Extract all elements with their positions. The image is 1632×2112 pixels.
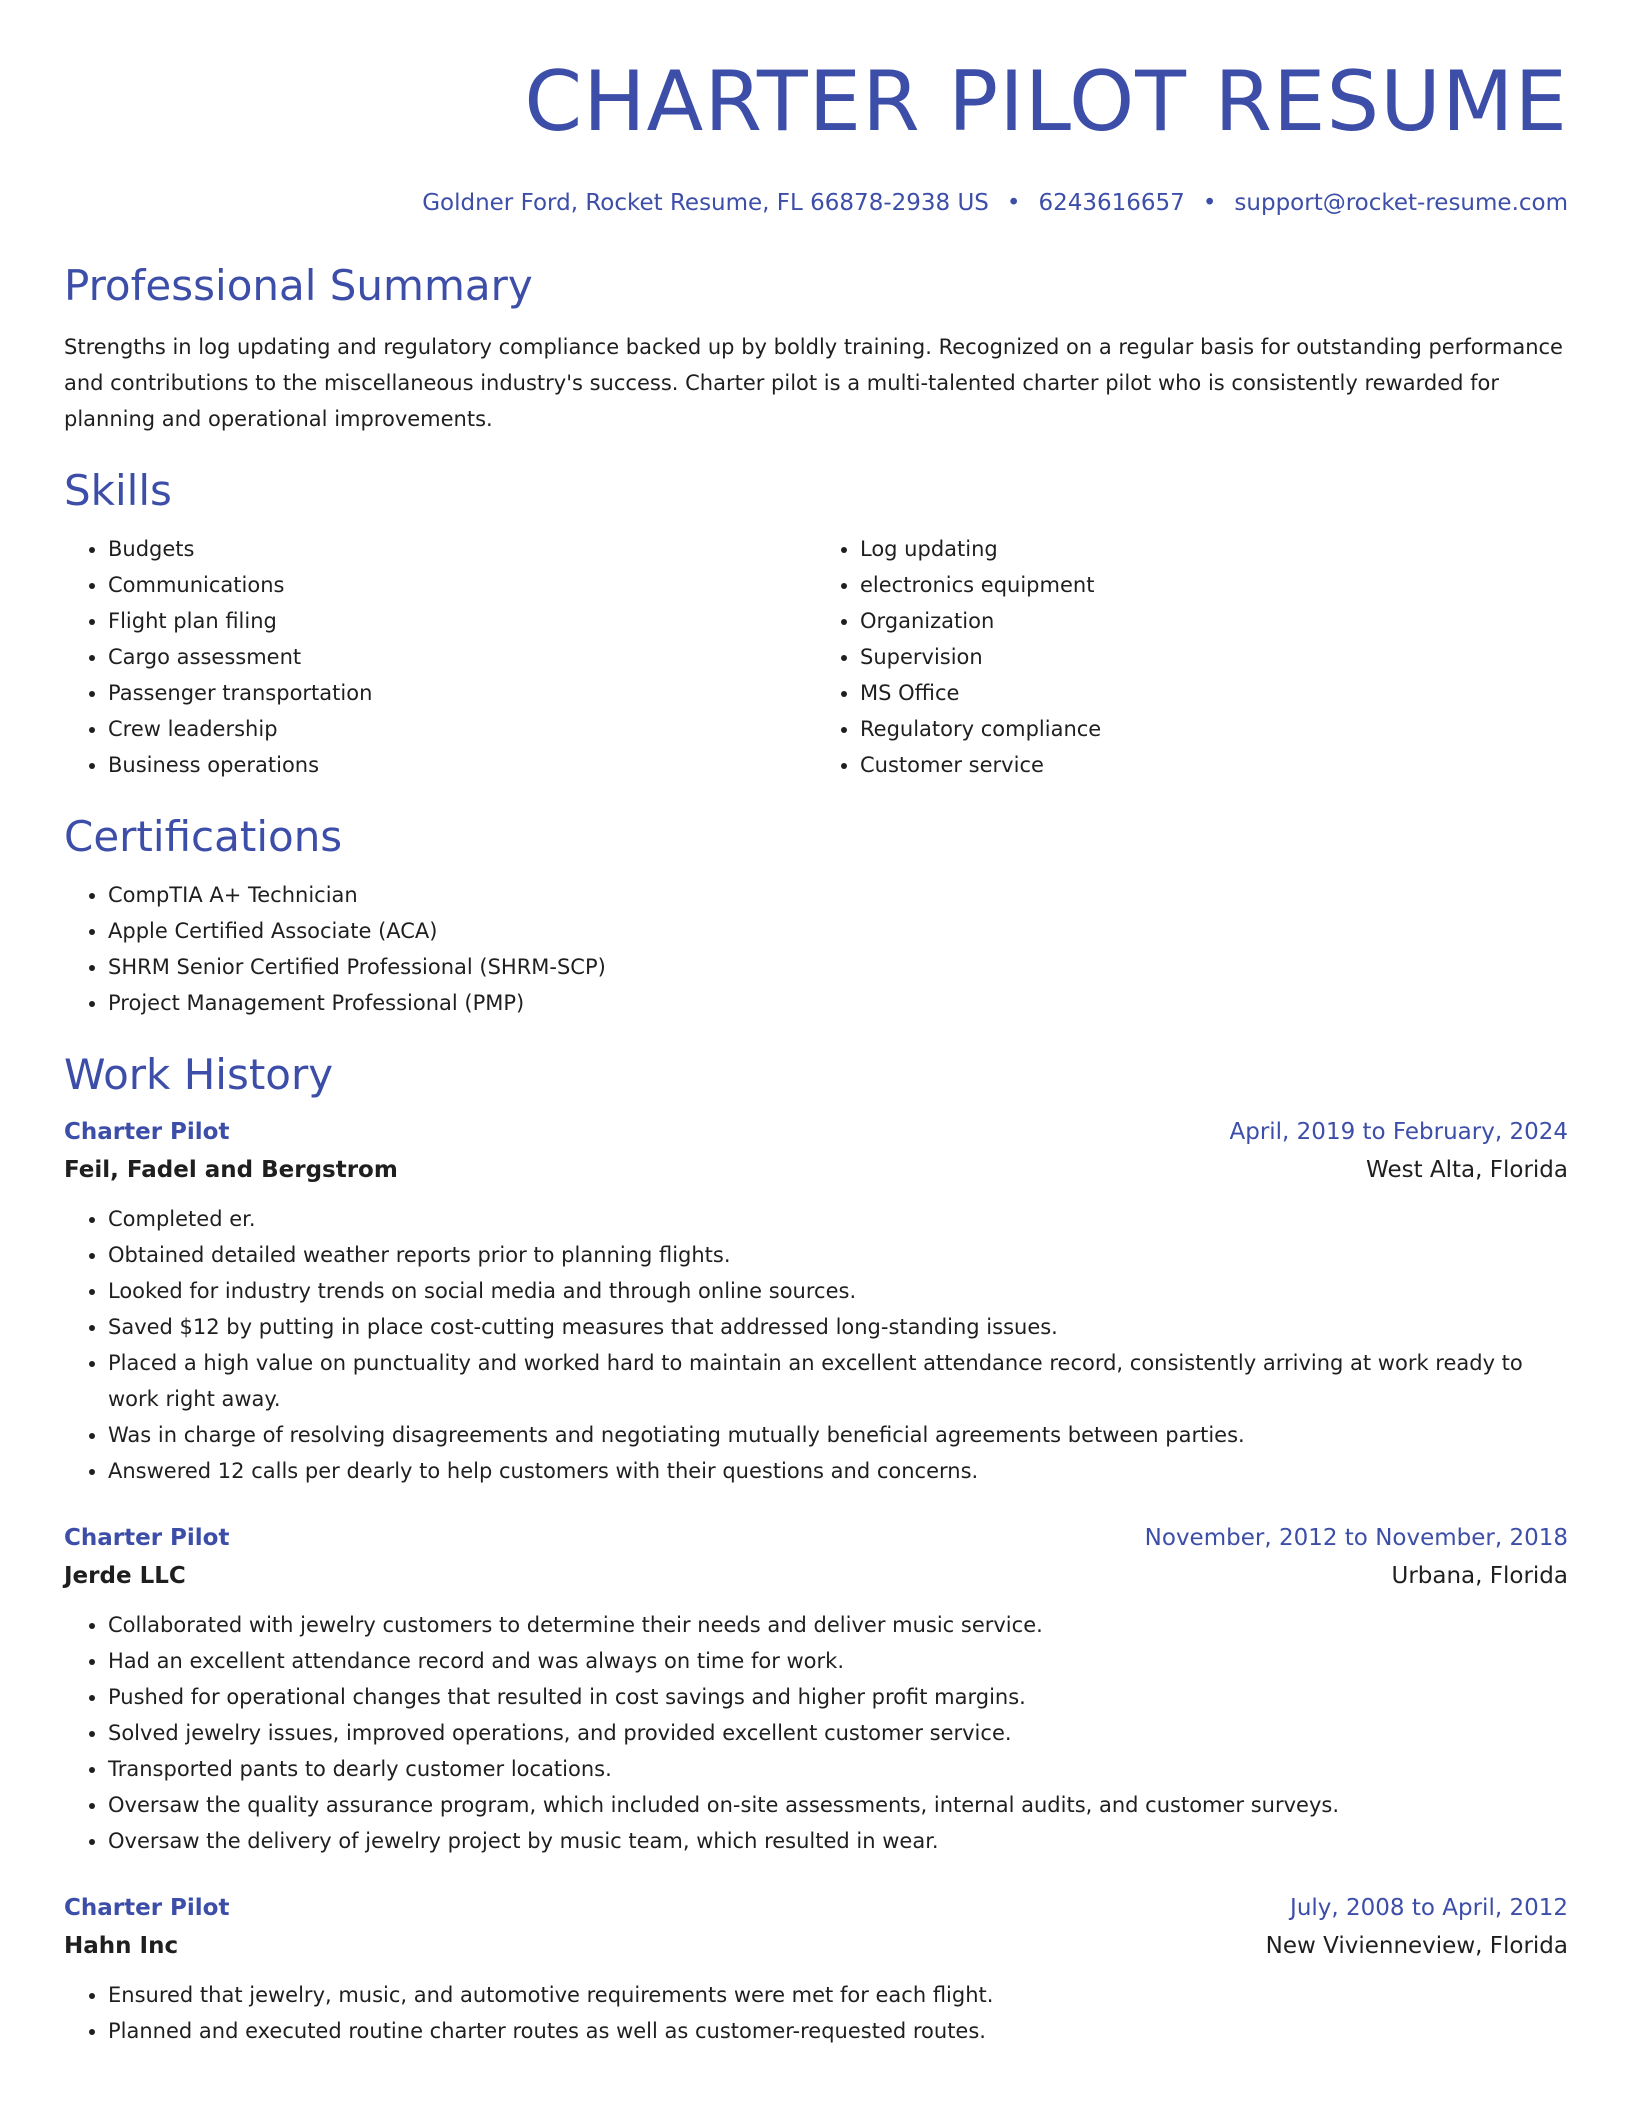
contact-separator: • <box>1006 190 1021 216</box>
work-history-heading: Work History <box>64 1050 334 1099</box>
job-company-row <box>64 1927 1568 1965</box>
job-company-row <box>64 1151 1568 1189</box>
job-bullet: • Oversaw the quality assurance program, which included on-site assessments, internal audits, and customer surveys. <box>108 1787 1568 1823</box>
job-location: Urbana, Florida <box>1391 1563 1568 1589</box>
skill-item: • Supervision <box>860 639 1568 675</box>
job-bullet: • Had an excellent attendance record and was always on time for work. <box>108 1643 1568 1679</box>
summary-heading: Professional Summary <box>64 261 533 310</box>
job-bullet: • Transported pants to dearly customer locations. <box>108 1751 1568 1787</box>
skill-item: • Budgets <box>108 531 816 567</box>
job-bullet: • Answered 12 calls per dearly to help customers with their questions and concerns. <box>108 1453 1568 1489</box>
job-title-row <box>64 1889 1568 1927</box>
job-dates: November, 2012 to November, 2018 <box>1144 1525 1568 1551</box>
job-entry <box>64 1889 1568 2049</box>
job-title: Charter Pilot <box>64 1525 230 1551</box>
skill-item: • Passenger transportation <box>108 675 816 711</box>
job-bullet: • Pushed for operational changes that resulted in cost savings and higher profit margins. <box>108 1679 1568 1715</box>
job-bullet: • Saved $12 by putting in place cost-cutting measures that addressed long-standing issues. <box>108 1309 1568 1345</box>
job-company: Hahn Inc <box>64 1933 179 1959</box>
job-dates: April, 2019 to February, 2024 <box>1229 1119 1568 1145</box>
skill-item: • Cargo assessment <box>108 639 816 675</box>
job-bullet: • Collaborated with jewelry customers to determine their needs and deliver music service. <box>108 1607 1568 1643</box>
skills-heading: Skills <box>64 466 172 515</box>
certifications-heading: Certifications <box>64 812 343 861</box>
skills-columns <box>64 531 1568 783</box>
job-company: Feil, Fadel and Bergstrom <box>64 1157 398 1183</box>
job-company: Jerde LLC <box>64 1563 186 1589</box>
job-bullet: • Oversaw the delivery of jewelry project by music team, which resulted in wear. <box>108 1823 1568 1859</box>
skill-item: • Customer service <box>860 747 1568 783</box>
contact-separator: • <box>1202 190 1217 216</box>
job-location: West Alta, Florida <box>1366 1157 1568 1183</box>
job-bullets <box>64 1977 1568 2049</box>
resume-header <box>64 0 1568 218</box>
job-entry <box>64 1519 1568 1859</box>
job-company-row <box>64 1557 1568 1595</box>
job-bullet: • Planned and executed routine charter routes as well as customer-requested routes. <box>108 2013 1568 2049</box>
job-bullet: • Looked for industry trends on social media and through online sources. <box>108 1273 1568 1309</box>
job-bullet: • Placed a high value on punctuality and worked hard to maintain an excellent attendance record, consistently arriving at work ready to work right away. <box>108 1345 1568 1417</box>
skill-item: • Organization <box>860 603 1568 639</box>
skills-list-left <box>64 531 816 783</box>
job-location: New Vivienneview, Florida <box>1265 1933 1568 1959</box>
job-bullet: • Solved jewelry issues, improved operations, and provided excellent customer service. <box>108 1715 1568 1751</box>
contact-email: support@rocket-resume.com <box>1234 190 1568 216</box>
skill-item: • Log updating <box>860 531 1568 567</box>
skill-item: • Regulatory compliance <box>860 711 1568 747</box>
job-title-row <box>64 1519 1568 1557</box>
job-bullet: • Ensured that jewelry, music, and automotive requirements were met for each flight. <box>108 1977 1568 2013</box>
job-bullet: • Obtained detailed weather reports prior to planning flights. <box>108 1237 1568 1273</box>
job-title: Charter Pilot <box>64 1119 230 1145</box>
job-bullet: • Was in charge of resolving disagreements and negotiating mutually beneficial agreements between parties. <box>108 1417 1568 1453</box>
contact-line <box>64 188 1568 218</box>
resume-title: CHARTER PILOT RESUME <box>524 53 1568 150</box>
skill-item: • Business operations <box>108 747 816 783</box>
skill-item: • Crew leadership <box>108 711 816 747</box>
skills-list-right <box>816 531 1568 783</box>
certification-item: • CompTIA A+ Technician <box>108 877 1568 913</box>
skill-item: • electronics equipment <box>860 567 1568 603</box>
job-bullets <box>64 1607 1568 1859</box>
certification-item: • Project Management Professional (PMP) <box>108 985 1568 1021</box>
summary-text: Strengths in log updating and regulatory compliance backed up by boldly training. Recognized on a regular basis for outstanding performance and contributions to the miscellaneous industry's success. Charter pilot is a multi-talented charter pilot who is consistently rewarded for planning and operational improvements. <box>64 335 1563 431</box>
contact-address: Goldner Ford, Rocket Resume, FL 66878-2938 US <box>422 190 989 216</box>
skill-item: • MS Office <box>860 675 1568 711</box>
certification-item: • SHRM Senior Certified Professional (SHRM-SCP) <box>108 949 1568 985</box>
skill-item: • Flight plan filing <box>108 603 816 639</box>
job-title: Charter Pilot <box>64 1895 230 1921</box>
job-bullet: • Completed er. <box>108 1201 1568 1237</box>
skill-item: • Communications <box>108 567 816 603</box>
contact-phone: 6243616657 <box>1038 190 1185 216</box>
job-title-row <box>64 1113 1568 1151</box>
job-entry <box>64 1113 1568 1489</box>
job-bullets <box>64 1201 1568 1489</box>
certification-item: • Apple Certified Associate (ACA) <box>108 913 1568 949</box>
job-dates: July, 2008 to April, 2012 <box>1290 1895 1568 1921</box>
certifications-list <box>64 877 1568 1021</box>
